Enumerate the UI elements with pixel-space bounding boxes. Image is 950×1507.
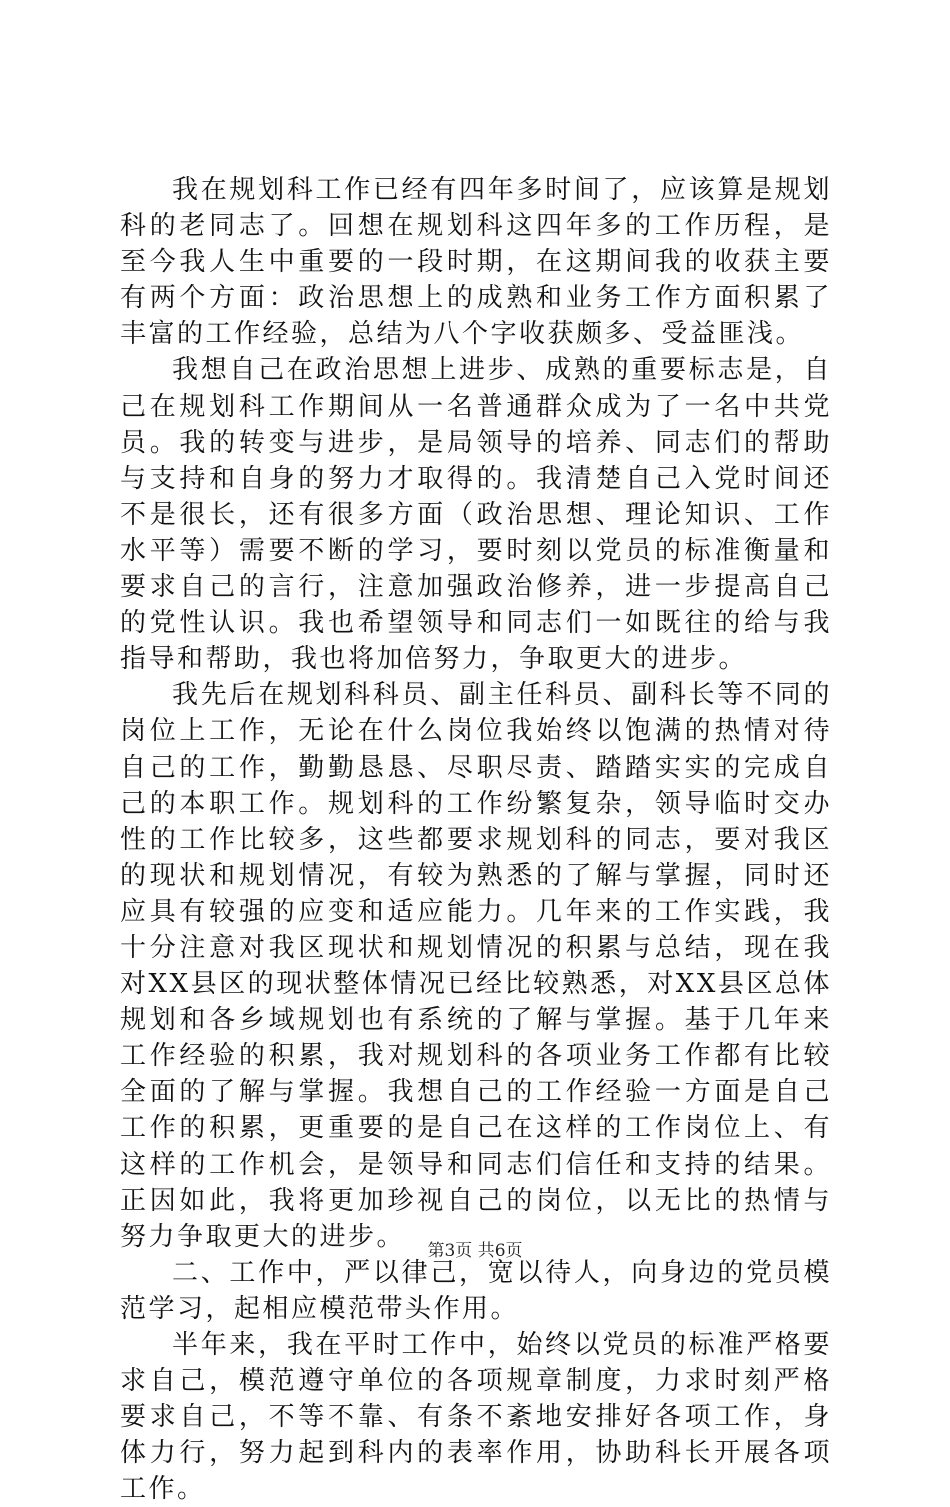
paragraph-5: 半年来，我在平时工作中，始终以党员的标准严格要求自己，模范遵守单位的各项规章制度，力求时刻严格要求自己，不等不靠、有条不紊地安排好各项工作，身体力行，努力起到科内的表率作用，协助科长开展各项工作。 xyxy=(120,1330,832,1505)
paragraph-3: 我先后在规划科科员、副主任科员、副科长等不同的岗位上工作，无论在什么岗位我始终以饱满的热情对待自己的工作，勤勤恳恳、尽职尽责、踏踏实实的完成自己的本职工作。规划科的工作纷繁复杂，领导临时交办性的工作比较多，这些都要求规划科的同志，要对我区的现状和规划情况，有较为熟悉的了解与掌握，同时还应具有较强的应变和适应能力。几年来的工作实践，我十分注意对我区现状和规划情况的积累与总结，现在我对XX县区的现状整体情况已经比较熟悉，对XX县区总体规划和各乡域规划也有系统的了解与掌握。基于几年来工作经验的积累，我对规划科的各项业务工作都有比较全面的了解与掌握。我想自己的工作经验一方面是自己工作的积累，更重要的是自己在这样的工作岗位上、有这样的工作机会，是领导和同志们信任和支持的结果。正因如此，我将更加珍视自己的岗位，以无比的热情与努力争取更大的进步。 xyxy=(120,680,832,1252)
document-body xyxy=(120,172,832,1507)
paragraph-1: 我在规划科工作已经有四年多时间了，应该算是规划科的老同志了。回想在规划科这四年多的工作历程，是至今我人生中重要的一段时期，在这期间我的收获主要有两个方面：政治思想上的成熟和业务工作方面积累了丰富的工作经验，总结为八个字收获颇多、受益匪浅。 xyxy=(120,175,832,350)
paragraph-4-heading: 二、工作中，严以律己，宽以待人，向身边的党员模范学习，起相应模范带头作用。 xyxy=(120,1257,832,1324)
page-number-footer: 第3页 共6页 xyxy=(427,1241,523,1261)
paragraph-2: 我想自己在政治思想上进步、成熟的重要标志是，自己在规划科工作期间从一名普通群众成为了一名中共党员。我的转变与进步，是局领导的培养、同志们的帮助与支持和自身的努力才取得的。我清楚自己入党时间还不是很长，还有很多方面（政治思想、理论知识、工作水平等）需要不断的学习，要时刻以党员的标准衡量和要求自己的言行，注意加强政治修养，进一步提高自己的党性认识。我也希望领导和同志们一如既往的给与我指导和帮助，我也将加倍努力，争取更大的进步。 xyxy=(120,355,832,675)
